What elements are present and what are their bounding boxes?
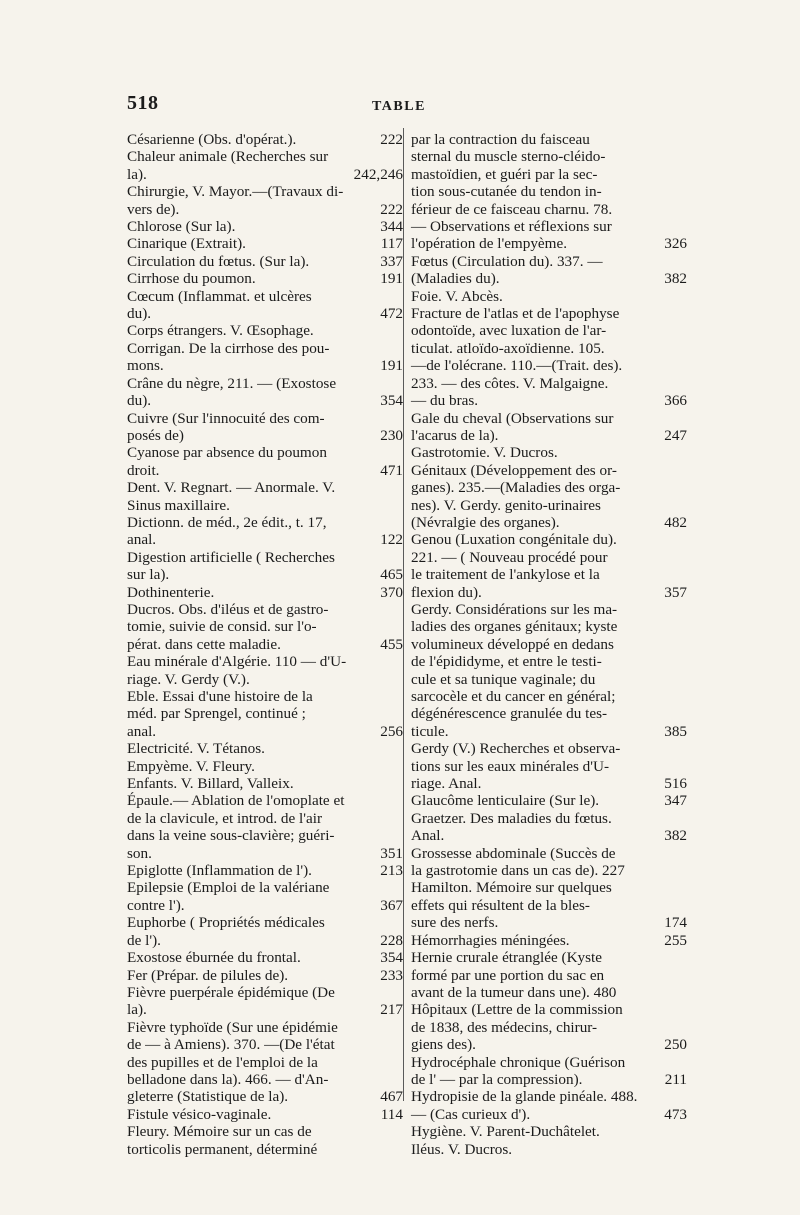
index-line <box>411 914 687 931</box>
index-page-ref: 217 <box>380 1001 403 1019</box>
index-line: —de l'olécrane. 110.—(Trait. des). <box>411 357 623 375</box>
index-line: Dent. V. Regnart. — Anormale. V. <box>127 479 336 497</box>
index-entry-text: posés de) <box>127 426 184 444</box>
index-line: tions sur les eaux minérales d'U- <box>411 757 610 775</box>
index-entry-text: riage. Anal. <box>411 775 482 793</box>
index-entry-text: Exostose éburnée du frontal. <box>127 949 301 967</box>
index-page-ref: 354 <box>380 392 403 410</box>
index-page-ref: 117 <box>380 235 403 253</box>
index-line: Cœcum (Inflammat. et ulcères <box>127 287 312 305</box>
index-line: de la clavicule, et introd. de l'air <box>127 809 323 827</box>
index-page-ref: 255 <box>664 931 687 949</box>
index-line: sarcocèle et du cancer en général; <box>411 688 616 705</box>
index-line: volumineux développé en dedans <box>411 635 614 653</box>
index-line: de 1838, des médecins, chirur- <box>411 1018 598 1036</box>
index-line: Fœtus (Circulation du). 337. — <box>411 252 603 270</box>
index-line <box>127 166 403 183</box>
index-page-ref: 228 <box>380 931 403 949</box>
index-line: ticulat. atloïdo-axoïdienne. 105. <box>411 339 605 357</box>
index-page-ref: 465 <box>380 566 403 584</box>
index-line <box>127 235 403 252</box>
index-page-ref: 382 <box>664 270 687 288</box>
index-line: férieur de ce faisceau charnu. 78. <box>411 200 613 218</box>
index-line: dans la veine sous-clavière; guéri- <box>127 827 335 845</box>
index-page-ref: 222 <box>380 131 403 148</box>
index-page-ref: 250 <box>664 1036 687 1054</box>
index-line: Hydropisie de la glande pinéale. 488. <box>411 1088 638 1106</box>
index-entry-text: Epiglotte (Inflammation de l'). <box>127 862 312 880</box>
index-line <box>127 427 403 444</box>
index-line <box>411 392 687 409</box>
index-page-ref: 211 <box>664 1070 687 1088</box>
index-line: ganes). 235.—(Maladies des orga- <box>411 479 621 497</box>
index-line <box>127 845 403 862</box>
index-page-ref: 467 <box>380 1088 403 1106</box>
index-line: Grossesse abdominale (Succès de <box>411 844 616 862</box>
index-page-ref: 471 <box>380 461 403 479</box>
index-line: — Observations et réflexions sur <box>411 218 612 236</box>
index-page-ref: 326 <box>664 235 687 253</box>
index-entry-text: — (Cas curieux d'). <box>411 1105 531 1123</box>
index-line <box>411 932 687 949</box>
index-line: tion sous-cutanée du tendon in- <box>411 183 602 201</box>
index-line: odontoïde, avec luxation de l'ar- <box>411 322 607 340</box>
index-line: Corrigan. De la cirrhose des pou- <box>127 339 330 357</box>
index-entry-text: l'acarus de la). <box>411 426 499 444</box>
index-line: riage. V. Gerdy (V.). <box>127 670 250 688</box>
index-line <box>411 514 687 531</box>
index-line: des pupilles et de l'emploi de la <box>127 1053 318 1071</box>
index-page-ref: 344 <box>380 218 403 236</box>
index-entry-text: pérat. dans cette maladie. <box>127 635 281 653</box>
index-entry-text: l'opération de l'empyème. <box>411 235 568 253</box>
index-entry-text: Chlorose (Sur la). <box>127 218 236 236</box>
index-page-ref: 473 <box>664 1105 687 1123</box>
index-line <box>127 636 403 653</box>
index-line: Fracture de l'atlas et de l'apophyse <box>411 305 620 323</box>
index-entry-text: Glaucôme lenticulaire (Sur le). <box>411 792 600 810</box>
index-page-ref: 114 <box>380 1105 403 1123</box>
index-line <box>127 967 403 984</box>
index-line: Hygiène. V. Parent-Duchâtelet. <box>411 1123 600 1141</box>
index-page-ref: 516 <box>664 775 687 793</box>
index-line <box>411 427 687 444</box>
index-page-ref: 233 <box>380 966 403 984</box>
index-line <box>411 827 687 844</box>
index-page-ref: 191 <box>380 357 403 375</box>
index-entry-text: son. <box>127 844 152 862</box>
index-line: Génitaux (Développement des or- <box>411 461 617 479</box>
index-line: Corps étrangers. V. Œsophage. <box>127 322 314 340</box>
index-entry-text: du). <box>127 305 152 323</box>
index-page-ref: 455 <box>380 635 403 653</box>
index-line <box>127 1001 403 1018</box>
index-page-ref: 122 <box>380 531 403 549</box>
index-entry-text: Anal. <box>411 827 445 845</box>
index-line <box>127 949 403 966</box>
index-line <box>411 584 687 601</box>
index-line: de l'épididyme, et entre le testi- <box>411 653 602 671</box>
index-line: Ducros. Obs. d'iléus et de gastro- <box>127 600 329 618</box>
index-line: Hôpitaux (Lettre de la commission <box>411 1001 623 1019</box>
index-line: Electricité. V. Tétanos. <box>127 740 265 758</box>
index-entry-text: vers de). <box>127 200 180 218</box>
index-line <box>411 1071 687 1088</box>
column-divider <box>403 128 404 1101</box>
index-line: Chaleur animale (Recherches sur <box>127 148 329 166</box>
index-line: Épaule.— Ablation de l'omoplate et <box>127 792 345 810</box>
index-page-ref: 351 <box>380 844 403 862</box>
index-line: Dictionn. de méd., 2e édit., t. 17, <box>127 513 327 531</box>
index-line: Empyème. V. Fleury. <box>127 757 255 775</box>
index-line: Fleury. Mémoire sur un cas de <box>127 1123 312 1141</box>
index-line: Cuivre (Sur l'innocuité des com- <box>127 409 325 427</box>
index-column-left <box>127 131 403 1158</box>
index-line <box>127 131 403 148</box>
index-entry-text: Césarienne (Obs. d'opérat.). <box>127 131 297 148</box>
index-line: Iléus. V. Ducros. <box>411 1140 513 1158</box>
index-page-ref: 230 <box>380 426 403 444</box>
index-line: Foie. V. Abcès. <box>411 287 503 305</box>
index-page-ref: 482 <box>664 513 687 531</box>
index-line: de — à Amiens). 370. —(De l'état <box>127 1036 335 1054</box>
index-page-ref: 222 <box>380 200 403 218</box>
index-line: formé par une portion du sac en <box>411 966 605 984</box>
index-page-ref: 174 <box>664 914 687 932</box>
index-line: Hydrocéphale chronique (Guérison <box>411 1053 626 1071</box>
index-line <box>127 305 403 322</box>
index-line: 233. — des côtes. V. Malgaigne. <box>411 374 609 392</box>
index-line <box>127 723 403 740</box>
index-line <box>127 392 403 409</box>
index-entry-text: mons. <box>127 357 164 375</box>
index-line: belladone dans la). 466. — d'An- <box>127 1070 329 1088</box>
index-line <box>127 201 403 218</box>
index-line <box>127 862 403 879</box>
index-page-ref: 247 <box>664 426 687 444</box>
index-entry-text: — du bras. <box>411 392 479 410</box>
index-entry-text: la). <box>127 165 147 183</box>
index-entry-text: (Névralgie des organes). <box>411 513 560 531</box>
index-line: torticolis permanent, déterminé <box>127 1140 318 1158</box>
index-page-ref: 357 <box>664 583 687 601</box>
index-entry-text: la). <box>127 1001 147 1019</box>
index-line: la gastrotomie dans un cas de). 227 <box>411 862 625 880</box>
index-entry-text: Cirrhose du poumon. <box>127 270 256 288</box>
index-line: tomie, suivie de consid. sur l'o- <box>127 618 317 636</box>
index-entry-text: gleterre (Statistique de la). <box>127 1088 289 1106</box>
index-line: sternal du muscle sterno-cléido- <box>411 148 606 166</box>
page-number: 518 <box>127 92 159 114</box>
index-line: Enfants. V. Billard, Valleix. <box>127 775 294 793</box>
index-entry-text: Dothinenterie. <box>127 583 215 601</box>
index-line: ladies des organes génitaux; kyste <box>411 618 618 636</box>
index-line: Hernie crurale étranglée (Kyste <box>411 949 603 967</box>
index-line: 221. — ( Nouveau procédé pour <box>411 548 608 566</box>
index-line <box>127 357 403 374</box>
index-line <box>127 584 403 601</box>
index-line: Eble. Essai d'une histoire de la <box>127 688 313 705</box>
index-page-ref: 370 <box>380 583 403 601</box>
index-line: Digestion artificielle ( Recherches <box>127 548 335 566</box>
index-line: Genou (Luxation congénitale du). <box>411 531 617 549</box>
index-line: Chirurgie, V. Mayor.—(Travaux di- <box>127 183 344 201</box>
index-page-ref: 385 <box>664 722 687 740</box>
index-line: par la contraction du faisceau <box>411 131 590 148</box>
index-line <box>411 270 687 287</box>
index-line: Gerdy. Considérations sur les ma- <box>411 600 618 618</box>
index-page-ref: 242,246 <box>353 165 403 183</box>
index-line: nes). V. Gerdy. genito-urinaires <box>411 496 601 514</box>
index-entry-text: contre l'). <box>127 896 185 914</box>
index-line <box>127 1106 403 1123</box>
index-line: mastoïdien, et guéri par la sec- <box>411 165 598 183</box>
index-entry-text: du). <box>127 392 152 410</box>
index-entry-text: de l'). <box>127 931 161 949</box>
index-entry-text: (Maladies du). <box>411 270 500 288</box>
index-line <box>127 1088 403 1105</box>
index-line <box>411 792 687 809</box>
index-line: dégénérescence granulée du tes- <box>411 705 608 723</box>
index-entry-text: flexion du). <box>411 583 482 601</box>
index-entry-text: Cinarique (Extrait). <box>127 235 246 253</box>
index-entry-text: anal. <box>127 531 157 549</box>
index-entry-text: anal. <box>127 722 157 740</box>
index-line <box>411 723 687 740</box>
index-line <box>127 531 403 548</box>
index-line: cule et sa tunique vaginale; du <box>411 670 596 688</box>
index-line: Fièvre puerpérale épidémique (De <box>127 983 335 1001</box>
index-entry-text: Fer (Prépar. de pilules de). <box>127 966 289 984</box>
index-line <box>411 1106 687 1123</box>
index-line: Gerdy (V.) Recherches et observa- <box>411 740 621 758</box>
running-title: TABLE <box>372 99 426 114</box>
index-line <box>127 462 403 479</box>
index-page-ref: 213 <box>380 862 403 880</box>
index-entry-text: ticule. <box>411 722 449 740</box>
index-line: effets qui résultent de la bles- <box>411 896 590 914</box>
index-column-right <box>411 131 687 1158</box>
index-line <box>127 253 403 270</box>
index-entry-text: Circulation du fœtus. (Sur la). <box>127 252 310 270</box>
index-line <box>411 1036 687 1053</box>
index-line: Epilepsie (Emploi de la valériane <box>127 879 330 897</box>
index-page-ref: 354 <box>380 949 403 967</box>
index-page-ref: 472 <box>380 305 403 323</box>
index-line <box>411 235 687 252</box>
index-page-ref: 256 <box>380 722 403 740</box>
index-line: Graetzer. Des maladies du fœtus. <box>411 809 612 827</box>
index-entry-text: droit. <box>127 461 160 479</box>
index-line <box>411 775 687 792</box>
index-page-ref: 191 <box>380 270 403 288</box>
index-line <box>127 218 403 235</box>
index-line: Sinus maxillaire. <box>127 496 230 514</box>
index-line: le traitement de l'ankylose et la <box>411 566 600 584</box>
index-line: Eau minérale d'Algérie. 110 — d'U- <box>127 653 347 671</box>
index-entry-text: Hémorrhagies méningées. <box>411 931 570 949</box>
index-line: Cyanose par absence du poumon <box>127 444 327 462</box>
index-entry-text: Fistule vésico-vaginale. <box>127 1105 272 1123</box>
index-line: Gale du cheval (Observations sur <box>411 409 614 427</box>
index-line: Hamilton. Mémoire sur quelques <box>411 879 612 897</box>
index-line: méd. par Sprengel, continué ; <box>127 705 306 723</box>
index-page-ref: 382 <box>664 827 687 845</box>
index-line <box>127 566 403 583</box>
index-line <box>127 897 403 914</box>
index-entry-text: sur la). <box>127 566 170 584</box>
index-page-ref: 366 <box>664 392 687 410</box>
index-line: avant de la tumeur dans une). 480 <box>411 983 617 1001</box>
index-line: Gastrotomie. V. Ducros. <box>411 444 558 462</box>
index-page-ref: 337 <box>380 252 403 270</box>
index-line <box>127 270 403 287</box>
index-entry-text: giens des). <box>411 1036 476 1054</box>
index-entry-text: de l' — par la compression). <box>411 1070 583 1088</box>
index-line: Euphorbe ( Propriétés médicales <box>127 914 325 932</box>
index-entry-text: sure des nerfs. <box>411 914 499 932</box>
index-line: Crâne du nègre, 211. — (Exostose <box>127 374 337 392</box>
index-page-ref: 367 <box>380 896 403 914</box>
index-line <box>127 932 403 949</box>
index-line: Fièvre typhoïde (Sur une épidémie <box>127 1018 338 1036</box>
index-page-ref: 347 <box>664 792 687 810</box>
